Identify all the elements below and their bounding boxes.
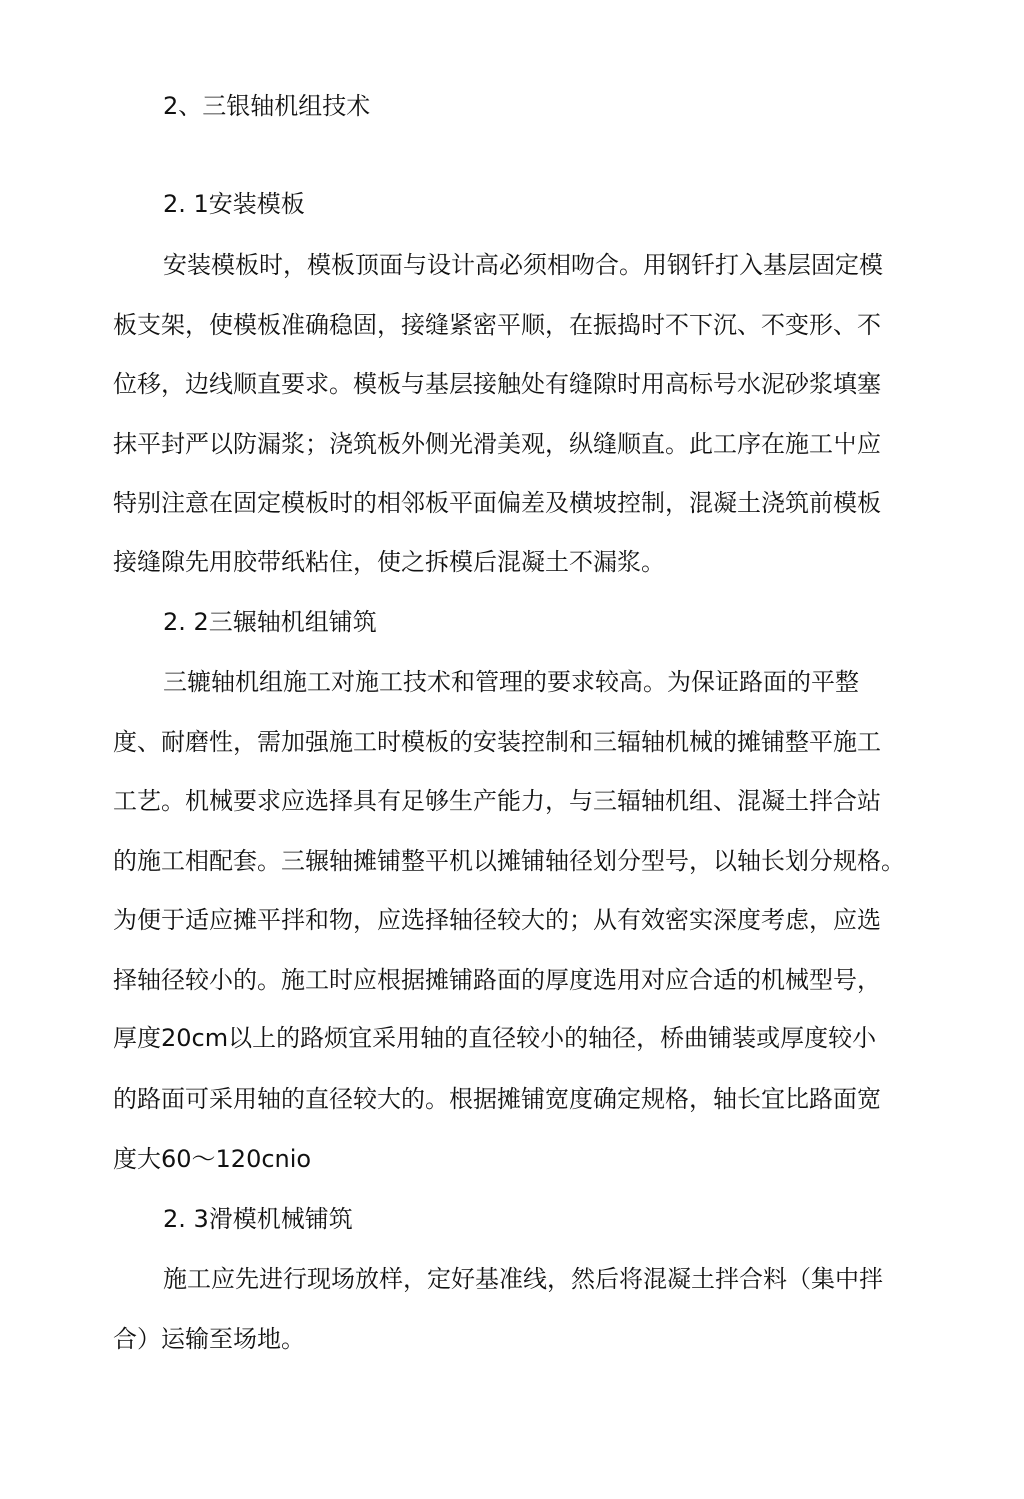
paragraph-line: 特别注意在固定模板时的相邻板平面偏差及横坡控制，混凝土浇筑前模板 bbox=[113, 489, 881, 517]
paragraph-line: 的施工相配套。三辗轴摊铺整平机以摊铺轴径划分型号，以轴长划分规格。 bbox=[113, 847, 905, 875]
paragraph-line: 合）运输至场地。 bbox=[113, 1325, 305, 1353]
paragraph-line: 工艺。机械要求应选择具有足够生产能力，与三辐轴机组、混凝土拌合站 bbox=[113, 787, 881, 815]
subsection-heading-2-2: 2. 2三辗轴机组铺筑 bbox=[163, 608, 377, 636]
paragraph-line: 的路面可采用轴的直径较大的。根据摊铺宽度确定规格，轴长宜比路面宽 bbox=[113, 1085, 881, 1113]
subsection-heading-2-1: 2. 1安装模板 bbox=[163, 190, 305, 218]
paragraph-line: 为便于适应摊平拌和物，应选择轴径较大的；从有效密实深度考虑，应选 bbox=[113, 906, 881, 934]
paragraph-line: 择轴径较小的。施工时应根据摊铺路面的厚度选用对应合适的机械型号， bbox=[113, 966, 881, 994]
paragraph-line: 三辘轴机组施工对施工技术和管理的要求较高。为保证路面的平整 bbox=[163, 668, 859, 696]
paragraph-line: 度、耐磨性，需加强施工时模板的安装控制和三辐轴机械的摊铺整平施工 bbox=[113, 728, 881, 756]
paragraph-line: 位移，边线顺直要求。模板与基层接触处有缝隙时用高标号水泥砂浆填塞 bbox=[113, 370, 881, 398]
paragraph-line: 施工应先进行现场放样，定好基准线，然后将混凝土拌合料（集中拌 bbox=[163, 1265, 883, 1293]
paragraph-line: 接缝隙先用胶带纸粘住，使之拆模后混凝土不漏浆。 bbox=[113, 548, 665, 576]
section-title: 2、三银轴机组技术 bbox=[163, 92, 371, 120]
paragraph-line: 抹平封严以防漏浆；浇筑板外侧光滑美观，纵缝顺直。此工序在施工屮应 bbox=[113, 430, 881, 458]
paragraph-line: 安装模板时，模板顶面与设计高必须相吻合。用钢钎打入基层固定模 bbox=[163, 251, 883, 279]
paragraph-line: 度大60〜120cnio bbox=[113, 1145, 312, 1173]
paragraph-line: 板支架，使模板准确稳固，接缝紧密平顺，在振捣时不下沉、不变形、不 bbox=[113, 311, 881, 339]
subsection-heading-2-3: 2. 3滑模机械铺筑 bbox=[163, 1205, 353, 1233]
paragraph-line: 厚度20cm以上的路烦宜采用轴的直径较小的轴径，桥曲铺装或厚度较小 bbox=[113, 1024, 877, 1052]
